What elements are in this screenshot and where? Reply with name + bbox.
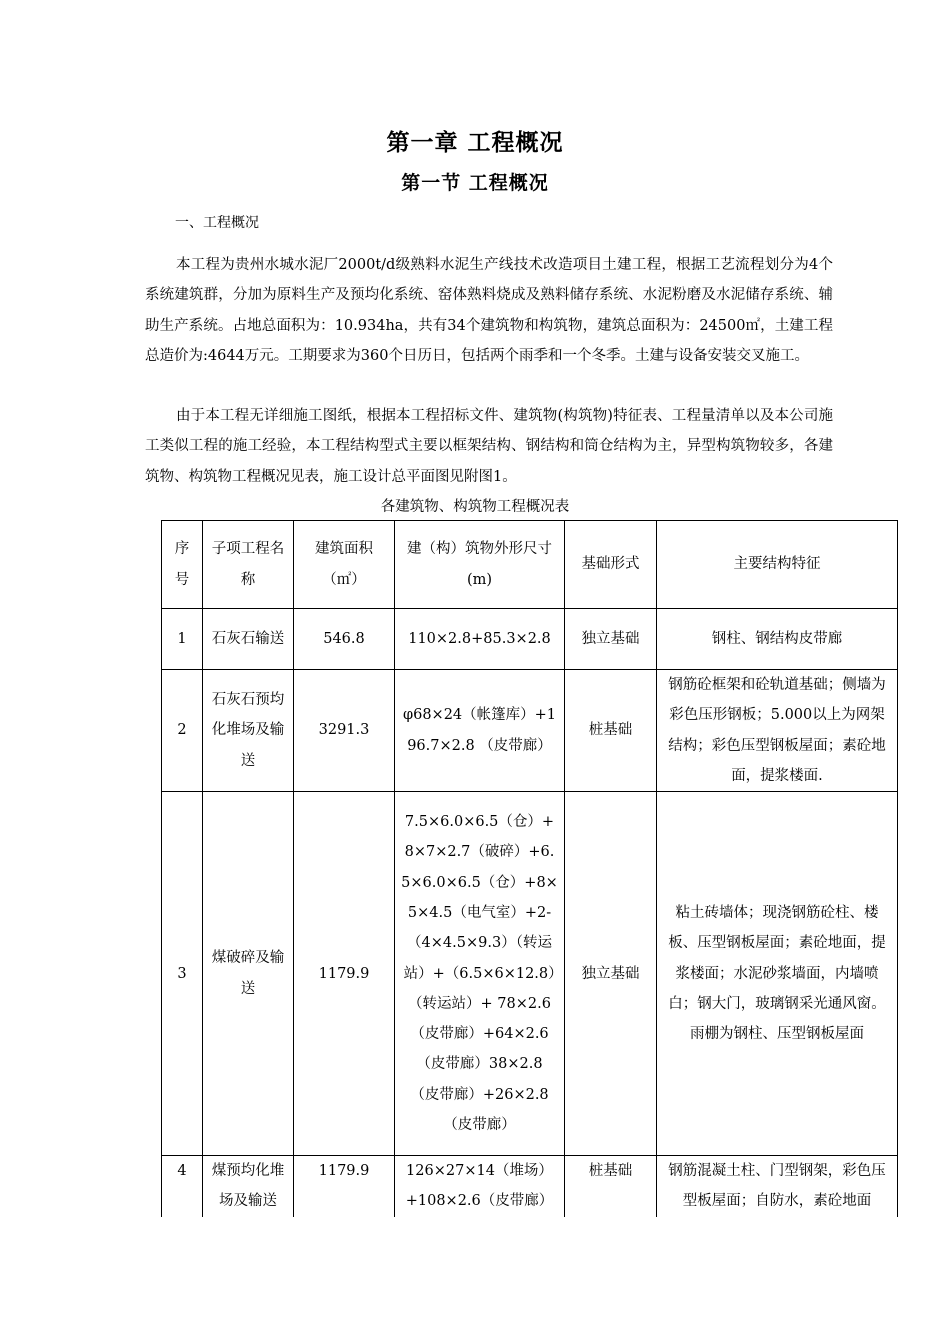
cell-size: 110×2.8+85.3×2.8 — [395, 609, 565, 670]
cell-foundation: 独立基础 — [565, 792, 657, 1156]
cell-no: 3 — [162, 792, 203, 1156]
header-foundation: 基础形式 — [565, 521, 657, 609]
cell-name: 煤预均化堆场及输送 — [203, 1156, 294, 1246]
cell-no: 4 — [162, 1156, 203, 1246]
paragraph-project-overview: 本工程为贵州水城水泥厂2000t/d级熟料水泥生产线技术改造项目土建工程，根据工艺流程划分为4个系统建筑群，分加为原料生产及预均化系统、窑体熟料烧成及熟料储存系统、水泥粉磨及水泥储存系统、辅助生产系统。占地总面积为：10.934ha，共有34个建筑物和构筑物，建筑总面积为：24500㎡，土建工程总造价为:4644万元。工期要求为360个日历日，包括两个雨季和一个冬季。土建与设备安装交叉施工。 — [145, 257, 833, 364]
cell-name: 石灰石预均化堆场及输送 — [203, 670, 294, 792]
header-structure: 主要结构特征 — [657, 521, 898, 609]
subheading: 一、工程概况 — [175, 215, 259, 231]
cell-structure: 钢筋砼框架和砼轨道基础；侧墙为彩色压形钢板；5.000以上为网架结构；彩色压型钢板屋面；素砼地面，提浆楼面. — [657, 670, 898, 792]
building-overview-table — [161, 520, 898, 1246]
cell-size: φ68×24（帐篷库）+196.7×2.8 （皮带廊） — [395, 670, 565, 792]
cell-structure: 粘土砖墙体；现浇钢筋砼柱、楼板、压型钢板屋面；素砼地面，提浆楼面；水泥砂浆墙面，内墙喷白；钢大门，玻璃钢采光通风窗。雨棚为钢柱、压型钢板屋面 — [657, 792, 898, 1156]
section-title: 第一节 工程概况 — [401, 172, 549, 194]
table-caption: 各建筑物、构筑物工程概况表 — [380, 499, 570, 515]
cell-foundation: 桩基础 — [565, 670, 657, 792]
header-area: 建筑面积（㎡） — [294, 521, 395, 609]
cell-area: 1179.9 — [294, 1156, 395, 1246]
paragraph-structure-summary: 由于本工程无详细施工图纸，根据本工程招标文件、建筑物(构筑物)特征表、工程量清单以及本公司施工类似工程的施工经验，本工程结构型式主要以框架结构、钢结构和筒仓结构为主，异型构筑物较多，各建筑物、构筑物工程概况见表，施工设计总平面图见附图1。 — [145, 408, 833, 485]
header-name: 子项工程名称 — [203, 521, 294, 609]
table-row — [162, 670, 898, 792]
cell-structure: 钢筋混凝土柱、门型钢架，彩色压型板屋面；自防水，素砼地面 — [657, 1156, 898, 1246]
header-size: 建（构）筑物外形尺寸(m) — [395, 521, 565, 609]
cell-structure: 钢柱、钢结构皮带廊 — [657, 609, 898, 670]
cell-size: 7.5×6.0×6.5（仓）+8×7×2.7（破碎）+6.5×6.0×6.5（仓）+8×5×4.5（电气室）+2-（4×4.5×9.3）（转运站）+（6.5×6×12.8）（转运站）+ 78×2.6 （皮带廊）+64×2.6 （皮带廊）38×2.8 （皮带廊）+26×2.8 （皮带廊） — [395, 792, 565, 1156]
header-no: 序号 — [162, 521, 203, 609]
table-header-row — [162, 521, 898, 609]
cell-foundation: 独立基础 — [565, 609, 657, 670]
cell-name: 煤破碎及输送 — [203, 792, 294, 1156]
page-bottom-margin — [0, 1217, 950, 1344]
cell-no: 1 — [162, 609, 203, 670]
cell-name: 石灰石输送 — [203, 609, 294, 670]
cell-area: 3291.3 — [294, 670, 395, 792]
table-row — [162, 792, 898, 1156]
cell-foundation: 桩基础 — [565, 1156, 657, 1246]
cell-area: 1179.9 — [294, 792, 395, 1156]
cell-no: 2 — [162, 670, 203, 792]
cell-area: 546.8 — [294, 609, 395, 670]
cell-size: 126×27×14（堆场）+108×2.6（皮带廊） — [395, 1156, 565, 1246]
chapter-title: 第一章 工程概况 — [386, 129, 564, 156]
table-row — [162, 609, 898, 670]
